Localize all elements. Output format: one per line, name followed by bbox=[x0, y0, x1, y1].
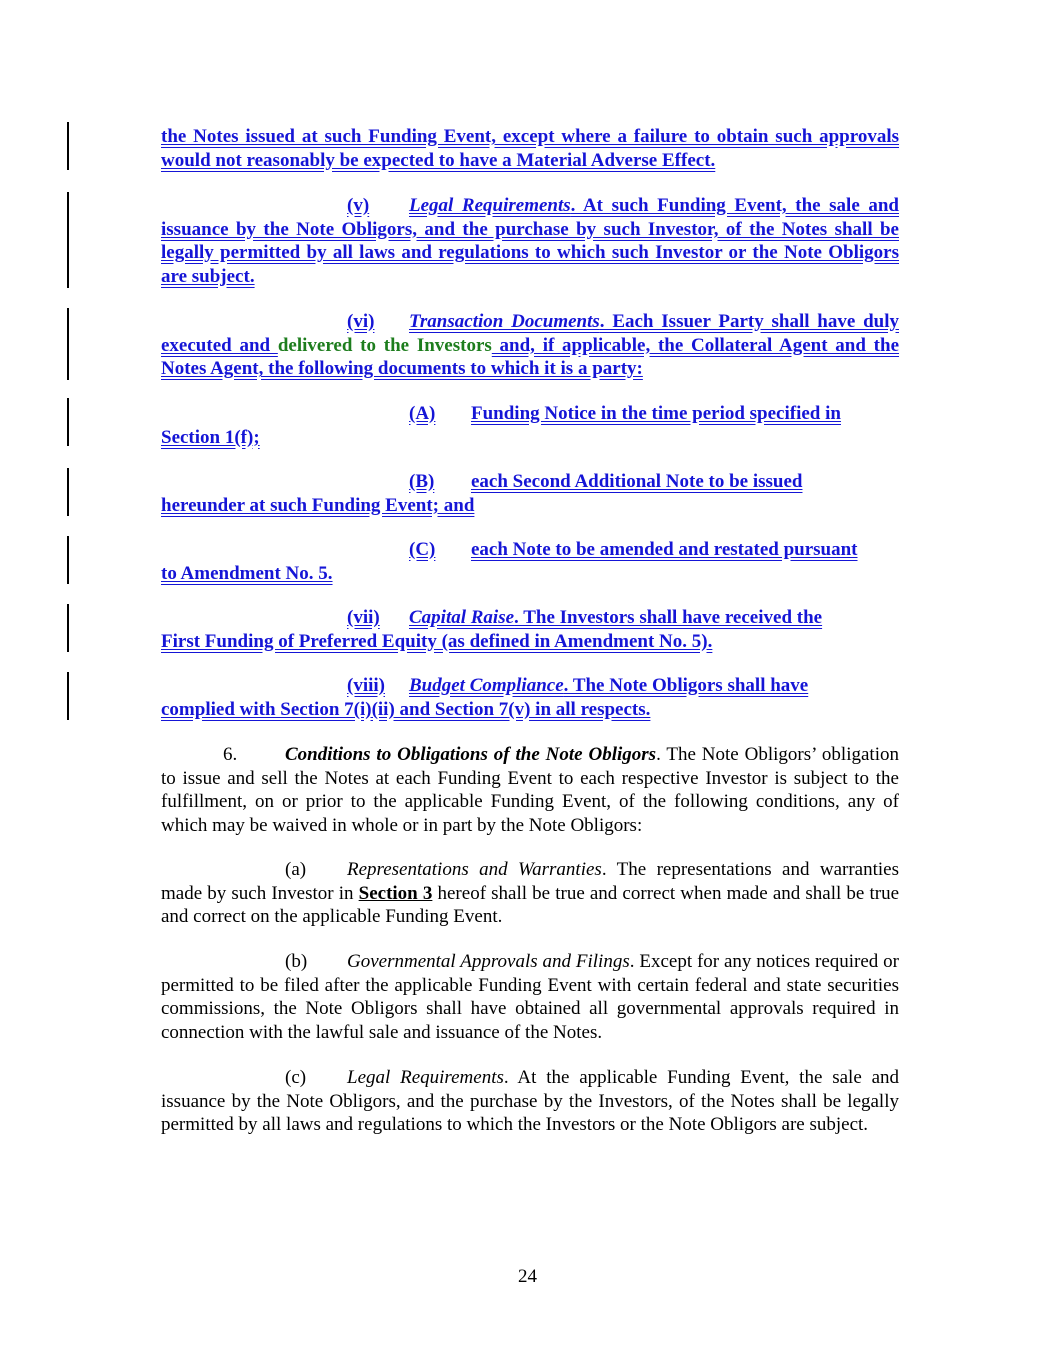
continuation-text: the Notes issued at such Funding Event, except where a failure to obtain such approvals would not reasonably be expected to have a Material Adverse Effect. bbox=[161, 126, 899, 171]
sub-C-label: (C) bbox=[409, 539, 436, 560]
sub-a-paragraph bbox=[161, 858, 899, 929]
change-bar bbox=[67, 192, 69, 288]
change-bar bbox=[67, 308, 69, 380]
sub-B-label: (B) bbox=[409, 471, 435, 492]
change-bar bbox=[67, 398, 69, 446]
sub-c-heading: Legal Requirements bbox=[347, 1067, 504, 1088]
section-6-heading: Conditions to Obligations of the Note Obligors bbox=[285, 744, 657, 765]
item-vi-label: (vi) bbox=[347, 311, 375, 332]
sub-c-paragraph bbox=[161, 1066, 899, 1137]
item-viii-line1: . The Note Obligors shall have bbox=[563, 675, 809, 696]
sub-C-line2: to Amendment No. 5. bbox=[161, 562, 333, 584]
sub-A-line2: Section 1(f); bbox=[161, 426, 260, 448]
sub-B-line2: hereunder at such Funding Event; and bbox=[161, 494, 475, 516]
item-v-heading: Legal Requirements bbox=[409, 195, 571, 216]
sub-a-text-before: . The representations and warranties made by such Investor in bbox=[161, 859, 899, 904]
sub-a-text-after: hereof shall be true and correct when made and shall be true and correct on the applicable Funding Event. bbox=[161, 882, 899, 928]
sub-A-label: (A) bbox=[409, 403, 436, 424]
change-bar bbox=[67, 122, 69, 170]
sub-a-heading: Representations and Warranties bbox=[347, 859, 602, 880]
sub-A-paragraph bbox=[161, 402, 899, 449]
sub-c-text: . At the applicable Funding Event, the sale and issuance by the Note Obligors, and the purchase by the Investors, of the Notes shall be legally permitted by all laws and regulations to which the Investors or the Note Obligors are subject. bbox=[161, 1067, 899, 1136]
change-bar bbox=[67, 536, 69, 584]
item-vi-heading: Transaction Documents bbox=[409, 311, 600, 332]
item-viii-label: (viii) bbox=[347, 675, 385, 696]
sub-c-label: (c) bbox=[285, 1067, 307, 1088]
sub-b-heading: Governmental Approvals and Filings bbox=[347, 951, 630, 972]
page-number: 24 bbox=[518, 1266, 537, 1287]
sub-C-paragraph bbox=[161, 538, 899, 585]
item-vii-label: (vii) bbox=[347, 607, 380, 628]
item-vi-paragraph bbox=[161, 310, 899, 381]
item-vii-heading: Capital Raise bbox=[409, 607, 515, 628]
item-vii-line1: . The Investors shall have received the bbox=[514, 607, 823, 628]
item-viii-heading: Budget Compliance bbox=[409, 675, 564, 696]
section-3-reference[interactable]: Section 3 bbox=[358, 882, 433, 904]
change-bar bbox=[67, 604, 69, 652]
item-vi-moved-text: delivered to the Investors bbox=[277, 334, 492, 356]
sub-b-paragraph bbox=[161, 950, 899, 1045]
section-6-text: . The Note Obligors’ obligation to issue and sell the Notes at each Funding Event to each respective Investor is subject to the fulfillment, on or prior to the applicable Funding Event, of the following conditions, any of which may be waived in whole or in part by the Note Obligors: bbox=[161, 744, 899, 837]
sub-B-paragraph bbox=[161, 470, 899, 517]
item-v-label: (v) bbox=[347, 195, 370, 216]
sub-b-label: (b) bbox=[285, 951, 308, 972]
item-viii-paragraph bbox=[161, 674, 899, 721]
sub-C-line1: each Note to be amended and restated pursuant bbox=[471, 539, 858, 560]
item-vii-line2: First Funding of Preferred Equity (as defined in Amendment No. 5). bbox=[161, 630, 713, 652]
change-bar bbox=[67, 672, 69, 720]
item-vi-text-after: and, if applicable, the Collateral Agent and the Notes Agent, the following documents to which it is a party: bbox=[161, 334, 900, 380]
item-vi-text-before: . Each Issuer Party shall have duly executed and bbox=[161, 311, 899, 356]
section-6-number: 6. bbox=[223, 744, 238, 765]
item-viii-line2: complied with Section 7(i)(ii) and Section 7(v) in all respects. bbox=[161, 698, 651, 720]
item-vii-paragraph bbox=[161, 606, 899, 653]
change-bar bbox=[67, 468, 69, 516]
section-6-paragraph bbox=[161, 743, 899, 838]
sub-b-text: . Except for any notices required or permitted to be filed after the applicable Funding Event with certain federal and state securities commissions, the Note Obligors shall have obtained all governmental approvals required in connection with the lawful sale and issuance of the Notes. bbox=[161, 951, 899, 1044]
item-v-text: . At such Funding Event, the sale and issuance by the Note Obligors, and the purchase by such Investor, of the Notes shall be legally permitted by all laws and regulations to which such Investor or the Note Obligors are subject. bbox=[161, 195, 899, 288]
sub-B-line1: each Second Additional Note to be issued bbox=[471, 471, 803, 492]
sub-A-line1: Funding Notice in the time period specified in bbox=[471, 403, 841, 424]
sub-a-label: (a) bbox=[285, 859, 307, 880]
continuation-paragraph bbox=[161, 125, 899, 172]
item-v-paragraph bbox=[161, 194, 899, 289]
